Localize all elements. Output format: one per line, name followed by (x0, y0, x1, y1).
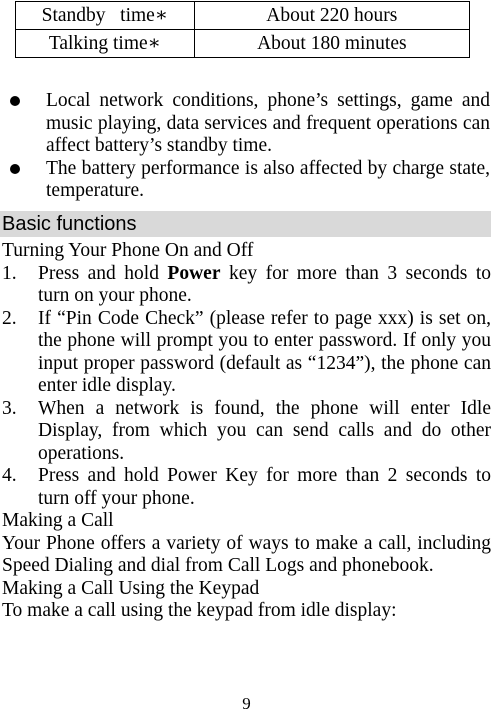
basic-functions-content (2, 240, 491, 623)
item-number: 1. (2, 262, 17, 284)
bullet-icon (10, 164, 20, 174)
list-item (0, 90, 493, 158)
list-item (2, 263, 491, 308)
list-item (2, 398, 491, 466)
making-call-paragraph: Your Phone offers a variety of ways to make a call, including Speed Dialing and dial from Call Logs and phonebook. (2, 532, 491, 576)
standby-time-label: Standby time∗ (16, 2, 195, 30)
list-item (0, 158, 493, 203)
item-text-post: key for more than 3 seconds to turn on your phone. (38, 262, 491, 306)
keypad-paragraph: To make a call using the keypad from idle display: (2, 600, 397, 621)
subheading-turning-on-off: Turning Your Phone On and Off (2, 240, 254, 261)
list-item (2, 465, 491, 510)
bullet-icon (10, 96, 20, 106)
page-number: 9 (242, 694, 251, 713)
item-text-pre: Press and hold (38, 262, 168, 284)
battery-notes-list (0, 90, 493, 203)
standby-time-value: About 220 hours (194, 2, 469, 30)
bullet-text: The battery performance is also affected by charge state, temperature. (46, 157, 490, 201)
talking-time-value: About 180 minutes (194, 30, 469, 58)
subheading-making-call: Making a Call (2, 510, 114, 531)
item-number: 3. (2, 397, 17, 419)
section-heading: Basic functions (0, 211, 491, 237)
item-number: 4. (2, 465, 17, 486)
talking-time-label: Talking time∗ (16, 30, 195, 58)
power-key-label: Power (167, 262, 221, 284)
item-text: Press and hold Power Key for more than 2 seconds to turn off your phone. (38, 465, 491, 509)
item-text: When a network is found, the phone will enter Idle Display, from which you can send calls and do other operations. (38, 397, 491, 464)
item-text: If “Pin Code Check” (please refer to page xxx) is set on, the phone will prompt you to enter password. If only you input proper password (default as “1234”), the phone can enter idle display. (38, 307, 491, 396)
table-row (16, 30, 470, 58)
item-number: 2. (2, 307, 17, 329)
bullet-text: Local network conditions, phone’s settings, game and music playing, data services and frequent operations can affect battery’s standby time. (46, 90, 490, 156)
battery-spec-table (15, 1, 470, 58)
list-item (2, 308, 491, 398)
table-row (16, 2, 470, 30)
subheading-keypad: Making a Call Using the Keypad (2, 577, 260, 599)
